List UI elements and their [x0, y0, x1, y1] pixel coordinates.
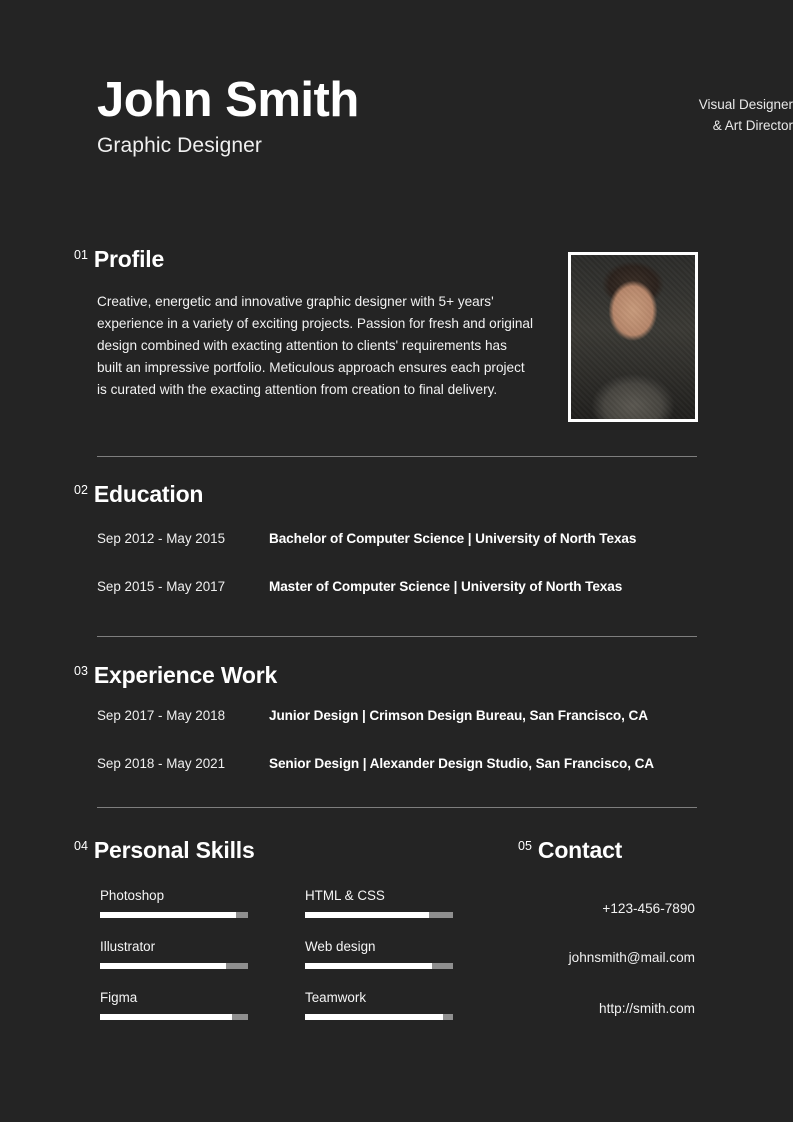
table-row	[97, 579, 622, 594]
skill-item	[305, 939, 453, 969]
skill-bar-fill	[100, 912, 236, 918]
tagline-line-2: & Art Director	[712, 117, 793, 133]
section-title-contact: Contact	[537, 837, 623, 863]
section-heading-contact	[518, 839, 622, 862]
skill-item	[100, 990, 248, 1020]
section-title-skills: Personal Skills	[93, 837, 255, 863]
skill-bar-track	[100, 912, 248, 918]
section-number-experience: 03	[74, 664, 88, 678]
skill-item	[100, 888, 248, 918]
section-heading-education	[74, 483, 203, 506]
page-title: John Smith	[97, 73, 359, 127]
divider-education	[97, 636, 697, 637]
skill-bar-fill	[305, 1014, 443, 1020]
header-tagline	[563, 95, 793, 137]
profile-body-text: Creative, energetic and innovative graphic designer with 5+ years' experience in a variety of exciting projects. Passion for fresh and original design combined with exacting attention to clients' requirements has built an impressive portfolio. Meticulous approach ensures each project is curated with the exacting attention from creation to final delivery.	[97, 294, 533, 398]
table-row	[97, 708, 648, 723]
avatar	[568, 252, 698, 422]
education-desc: Bachelor of Computer Science | University of North Texas	[269, 531, 637, 546]
skill-bar-fill	[100, 963, 226, 969]
skill-label: Teamwork	[305, 990, 367, 1005]
contact-phone[interactable]: +123-456-7890	[602, 901, 695, 916]
section-title-education: Education	[93, 481, 204, 507]
section-number-education: 02	[74, 483, 88, 497]
skill-label: Photoshop	[100, 888, 165, 903]
education-desc: Master of Computer Science | University of North Texas	[269, 579, 623, 594]
table-row	[97, 531, 636, 546]
education-date: Sep 2015 - May 2017	[97, 579, 226, 594]
skill-bar-fill	[305, 963, 432, 969]
section-number-contact: 05	[518, 839, 532, 853]
skill-label: Web design	[305, 939, 376, 954]
skill-label: HTML & CSS	[305, 888, 385, 903]
contact-email[interactable]: johnsmith@mail.com	[568, 950, 695, 965]
section-number-profile: 01	[74, 248, 88, 262]
skill-bar-track	[100, 963, 248, 969]
table-row	[97, 756, 654, 771]
section-heading-experience	[74, 664, 277, 687]
experience-desc: Senior Design | Alexander Design Studio, San Francisco, CA	[269, 756, 655, 771]
experience-desc: Junior Design | Crimson Design Bureau, San Francisco, CA	[269, 708, 648, 723]
section-number-skills: 04	[74, 839, 88, 853]
contact-website[interactable]: http://smith.com	[599, 1001, 695, 1016]
tagline-line-1: Visual Designer	[698, 97, 793, 112]
job-title: Graphic Designer	[97, 134, 263, 158]
experience-date: Sep 2017 - May 2018	[97, 708, 226, 723]
experience-date: Sep 2018 - May 2021	[97, 756, 226, 771]
section-heading-profile	[74, 248, 164, 271]
divider-experience	[97, 807, 697, 808]
skill-item	[305, 990, 453, 1020]
section-title-profile: Profile	[93, 246, 165, 272]
skill-item	[305, 888, 453, 918]
portrait-photo	[571, 255, 695, 419]
skill-bar-track	[100, 1014, 248, 1020]
skill-label: Illustrator	[100, 939, 156, 954]
divider-profile	[97, 456, 697, 457]
skill-bar-fill	[100, 1014, 232, 1020]
skill-item	[100, 939, 248, 969]
skill-bar-track	[305, 963, 453, 969]
section-heading-skills	[74, 839, 255, 862]
skill-label: Figma	[100, 990, 138, 1005]
skill-bar-track	[305, 912, 453, 918]
skill-bar-fill	[305, 912, 429, 918]
skill-bar-track	[305, 1014, 453, 1020]
education-date: Sep 2012 - May 2015	[97, 531, 226, 546]
section-title-experience: Experience Work	[93, 662, 278, 688]
